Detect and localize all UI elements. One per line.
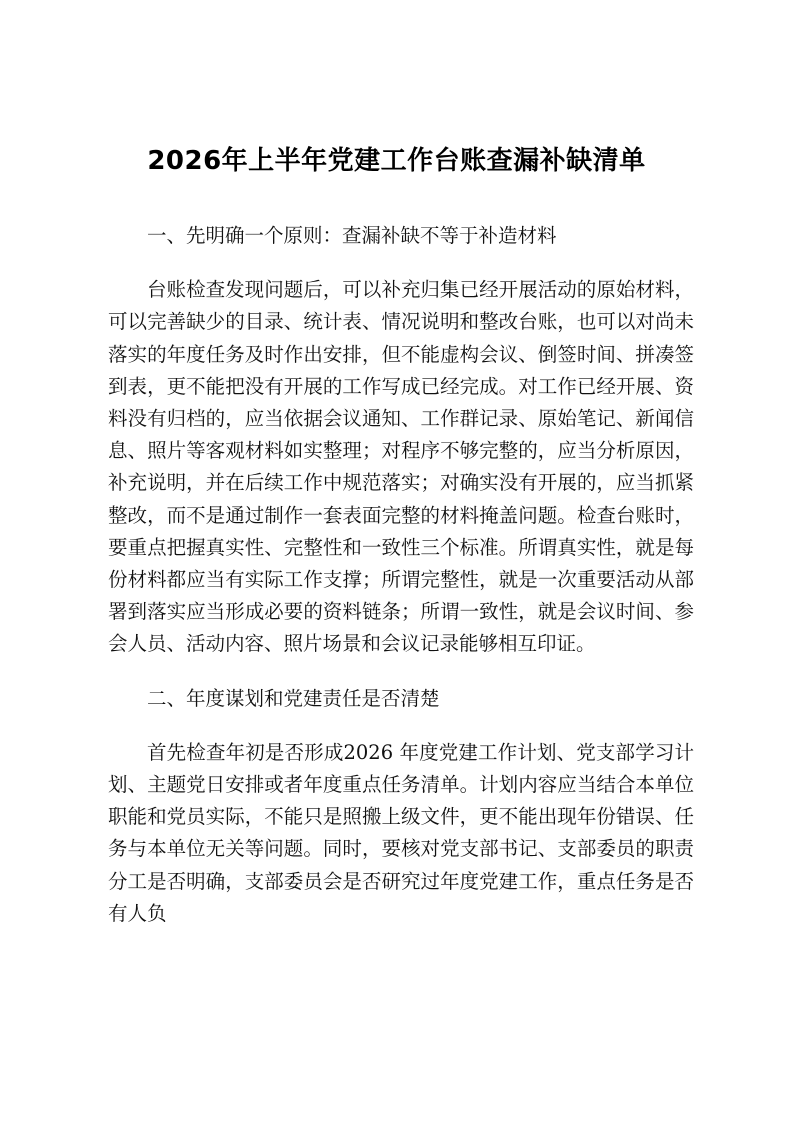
document-body (108, 220, 694, 952)
section-heading-1: 一、先明确一个原则：查漏补缺不等于补造材料 (147, 224, 557, 247)
document-title: 2026年上半年党建工作台账查漏补缺清单 (147, 146, 646, 176)
section-paragraph-2: 首先检查年初是否形成2026 年度党建工作计划、党支部学习计划、主题党日安排或者年度重点任务清单。计划内容应当结合本单位职能和党员实际，不能只是照搬上级文件，更不能出现年份错误、任务与本单位无关等问题。同时，要核对党支部书记、支部委员的职责分工是否明确，支部委员会是否研究过年度党建工作，重点任务是否有人负 (108, 740, 694, 925)
section-paragraph-1: 台账检查发现问题后，可以补充归集已经开展活动的原始材料，可以完善缺少的目录、统计表、情况说明和整改台账，也可以对尚未落实的年度任务及时作出安排，但不能虚构会议、倒签时间、拼凑签到表，更不能把没有开展的工作写成已经完成。对工作已经开展、资料没有归档的，应当依据会议通知、工作群记录、原始笔记、新闻信息、照片等客观材料如实整理；对程序不够完整的，应当分析原因，补充说明，并在后续工作中规范落实；对确实没有开展的，应当抓紧整改，而不是通过制作一套表面完整的材料掩盖问题。检查台账时，要重点把握真实性、完整性和一致性三个标准。所谓真实性，就是每份材料都应当有实际工作支撑；所谓完整性，就是一次重要活动从部署到落实应当形成必要的资料链条；所谓一致性，就是会议时间、参会人员、活动内容、照片场景和会议记录能够相互印证。 (108, 278, 694, 656)
section-heading-2: 二、年度谋划和党建责任是否清楚 (147, 686, 440, 710)
